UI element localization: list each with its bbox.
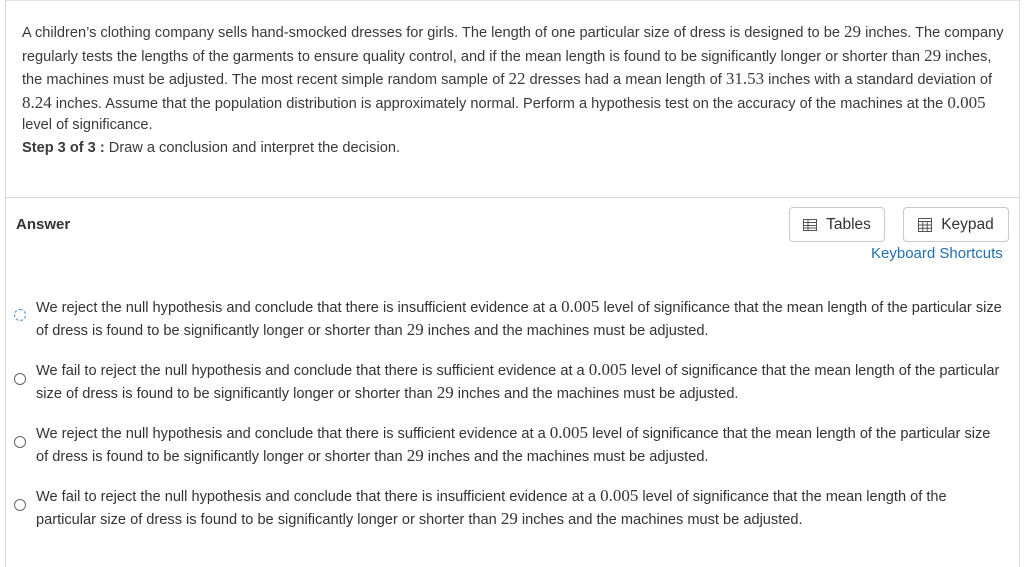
option-text-part: level of significance that the mean length of the particular size of dress is found to be significantly longer or shorter than	[36, 363, 1000, 402]
option-text-part: We fail to reject the null hypothesis and conclude that there is insufficient evidence at a	[36, 489, 601, 505]
math-value: 29	[924, 45, 942, 65]
option-text-part: We reject the null hypothesis and conclude that there is insufficient evidence at a	[36, 300, 562, 316]
math-value: 0.005	[549, 423, 589, 442]
question-text-part: level of significance.	[22, 117, 153, 134]
option-text-part: inches and the machines must be adjusted.	[423, 323, 709, 339]
radio-button[interactable]	[14, 309, 26, 321]
option-text-part: level of significance that the mean length of the particular size of dress is found to be significantly longer or shorter than	[36, 489, 947, 528]
math-value: 29	[436, 383, 454, 402]
tables-button-label: Tables	[826, 215, 871, 233]
math-value: 0.005	[947, 92, 986, 112]
question-text-part: dresses had a mean length of	[525, 72, 726, 89]
option-text-part: We fail to reject the null hypothesis and conclude that there is sufficient evidence at a	[36, 363, 589, 379]
radio-button[interactable]	[14, 499, 26, 511]
option-text-part: We reject the null hypothesis and conclude that there is sufficient evidence at a	[36, 426, 550, 442]
question-text-part: inches, the machines must be adjusted. The most recent simple random sample of	[22, 48, 992, 89]
step-instruction	[22, 140, 400, 156]
math-value: 29	[406, 446, 424, 465]
answer-heading: Answer	[16, 216, 71, 233]
step-text: Draw a conclusion and interpret the decision.	[104, 140, 400, 156]
option-text	[36, 359, 1004, 405]
question-text-part: inches with a standard deviation of	[764, 72, 993, 89]
option-text-part: level of significance that the mean length of the particular size of dress is found to be significantly longer or shorter than	[36, 426, 991, 465]
option-text	[36, 296, 1004, 342]
option-text-part: level of significance that the mean length of the particular size of dress is found to be significantly longer or shorter than	[36, 300, 1002, 339]
question-text-part: inches. The company regularly tests the lengths of the garments to ensure quality control, and if the mean length is found to be significantly longer or shorter than	[22, 25, 1004, 65]
keypad-button-label: Keypad	[941, 215, 994, 233]
math-value: 0.005	[600, 486, 639, 505]
math-value: 0.005	[561, 297, 600, 316]
option-text-part: inches and the machines must be adjusted.	[453, 386, 739, 402]
option-text-part: inches and the machines must be adjusted.	[517, 512, 803, 528]
option-text-part: inches and the machines must be adjusted.	[423, 449, 709, 465]
step-label: Step 3 of 3 :	[22, 140, 105, 156]
math-value: 29	[844, 22, 862, 41]
option-text	[36, 422, 1004, 468]
question-text	[22, 21, 1012, 137]
question-text-part: inches. Assume that the population distribution is approximately normal. Perform a hypothesis test on the accuracy of the machines at the	[51, 95, 948, 112]
math-value: 22	[508, 69, 526, 89]
radio-button[interactable]	[14, 373, 26, 385]
option-text	[36, 485, 1004, 531]
math-value: 29	[500, 509, 518, 528]
keypad-icon	[918, 218, 932, 232]
math-value: 8.24	[22, 92, 52, 112]
question-panel	[6, 0, 1020, 198]
math-value: 29	[406, 320, 424, 339]
keypad-button[interactable]	[903, 207, 1009, 242]
math-value: 0.005	[588, 360, 627, 379]
radio-button[interactable]	[14, 436, 26, 448]
table-grid-icon	[803, 219, 817, 231]
keyboard-shortcuts-link[interactable]: Keyboard Shortcuts	[871, 245, 1003, 262]
tables-button[interactable]	[789, 207, 885, 242]
math-value: 31.53	[725, 69, 765, 89]
question-text-part: A children’s clothing company sells hand-smocked dresses for girls. The length of one particular size of dress is designed to be	[22, 25, 845, 41]
